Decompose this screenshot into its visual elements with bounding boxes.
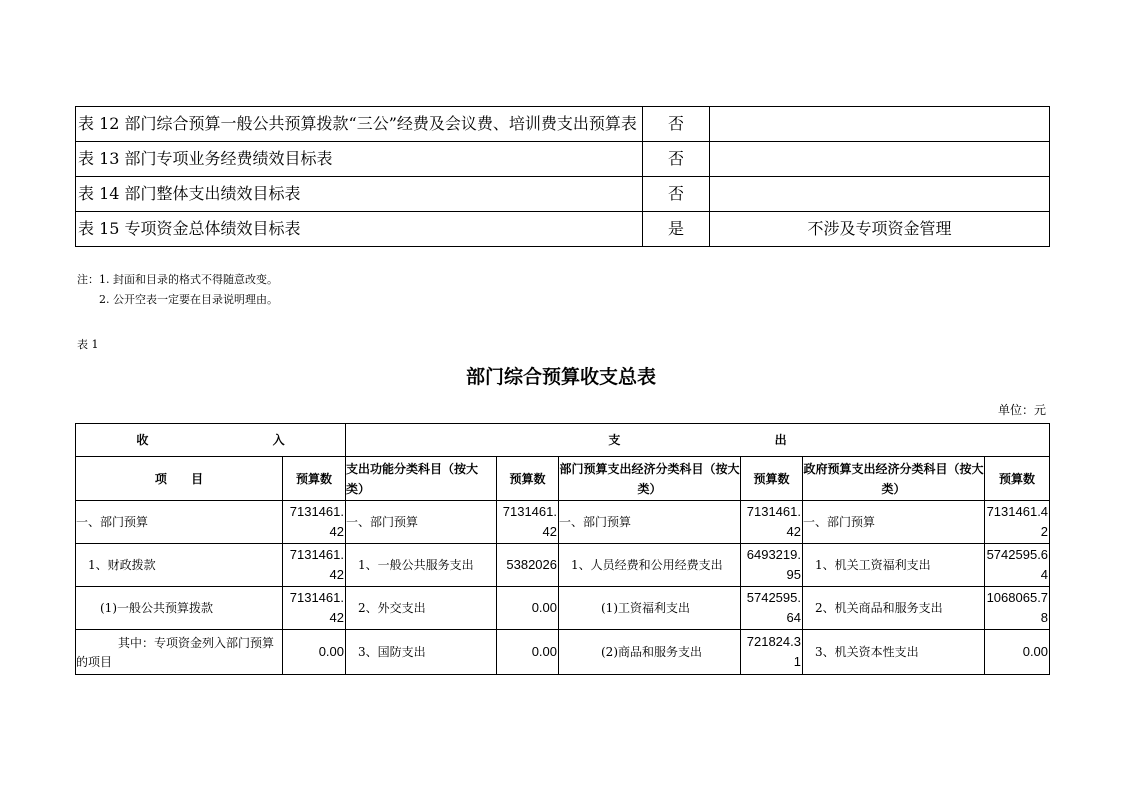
catalog-name: 表 14 部门整体支出绩效目标表 [76,177,643,212]
dept-econ-amount: 5742595.64 [741,587,803,630]
expense-header: 支 出 [346,424,1050,457]
gov-econ-item: 2、机关商品和服务支出 [803,587,985,630]
income-amount: 7131461.42 [283,501,346,544]
income-amount: 7131461.42 [283,587,346,630]
table-row [76,501,1050,544]
income-amount: 7131461.42 [283,544,346,587]
dept-econ-item: (1)工资福利支出 [559,587,741,630]
gov-econ-item: 1、机关工资福利支出 [803,544,985,587]
catalog-flag: 否 [643,177,710,212]
income-amount: 0.00 [283,630,346,675]
func-class-item: 1、一般公共服务支出 [346,544,497,587]
catalog-remark [710,107,1050,142]
dept-econ-item: 1、人员经费和公用经费支出 [559,544,741,587]
dept-econ-amount: 7131461.42 [741,501,803,544]
table-number: 表 1 [77,338,99,351]
gov-econ-amount: 5742595.64 [985,544,1050,587]
income-item: 一、部门预算 [76,501,283,544]
income-item: 其中：专项资金列入部门预算的项目 [76,630,283,675]
func-class-amount: 5382026 [497,544,559,587]
table-row [76,587,1050,630]
catalog-remark: 不涉及专项资金管理 [710,212,1050,247]
catalog-row [76,107,1050,142]
gov-econ-item: 一、部门预算 [803,501,985,544]
dept-econ-amount: 721824.31 [741,630,803,675]
note-line-1: 注：1. 封面和目录的格式不得随意改变。 [77,273,278,286]
col-header-amount: 预算数 [283,457,346,501]
col-header-item: 项 目 [76,457,283,501]
catalog-remark [710,142,1050,177]
col-header-amount: 预算数 [985,457,1050,501]
func-class-amount: 0.00 [497,587,559,630]
income-item: (1)一般公共预算拨款 [76,587,283,630]
col-header-gov-econ: 政府预算支出经济分类科目（按大类） [803,457,985,501]
dept-econ-item: 一、部门预算 [559,501,741,544]
col-header-dept-econ: 部门预算支出经济分类科目（按大类） [559,457,741,501]
unit-label: 单位：元 [997,403,1046,417]
header-row-group [76,424,1050,457]
catalog-row [76,212,1050,247]
dept-econ-amount: 6493219.95 [741,544,803,587]
func-class-item: 3、国防支出 [346,630,497,675]
income-header: 收 入 [76,424,346,457]
catalog-row [76,177,1050,212]
budget-summary-table [75,423,1050,675]
catalog-remark [710,177,1050,212]
catalog-table [75,106,1050,247]
catalog-name: 表 15 专项资金总体绩效目标表 [76,212,643,247]
catalog-flag: 否 [643,107,710,142]
note-line-2: 2. 公开空表一定要在目录说明理由。 [99,293,278,306]
col-header-func-class: 支出功能分类科目（按大类） [346,457,497,501]
gov-econ-amount: 7131461.42 [985,501,1050,544]
col-header-amount: 预算数 [741,457,803,501]
gov-econ-item: 3、机关资本性支出 [803,630,985,675]
gov-econ-amount: 0.00 [985,630,1050,675]
table-row [76,544,1050,587]
catalog-name: 表 12 部门综合预算一般公共预算拨款“三公”经费及会议费、培训费支出预算表 [76,107,643,142]
catalog-flag: 否 [643,142,710,177]
page-title: 部门综合预算收支总表 [465,366,656,388]
dept-econ-item: (2)商品和服务支出 [559,630,741,675]
catalog-flag: 是 [643,212,710,247]
func-class-amount: 7131461.42 [497,501,559,544]
func-class-amount: 0.00 [497,630,559,675]
func-class-item: 一、部门预算 [346,501,497,544]
func-class-item: 2、外交支出 [346,587,497,630]
col-header-amount: 预算数 [497,457,559,501]
income-item: 1、财政拨款 [76,544,283,587]
catalog-name: 表 13 部门专项业务经费绩效目标表 [76,142,643,177]
gov-econ-amount: 1068065.78 [985,587,1050,630]
table-row [76,630,1050,675]
catalog-row [76,142,1050,177]
header-row-columns [76,457,1050,501]
